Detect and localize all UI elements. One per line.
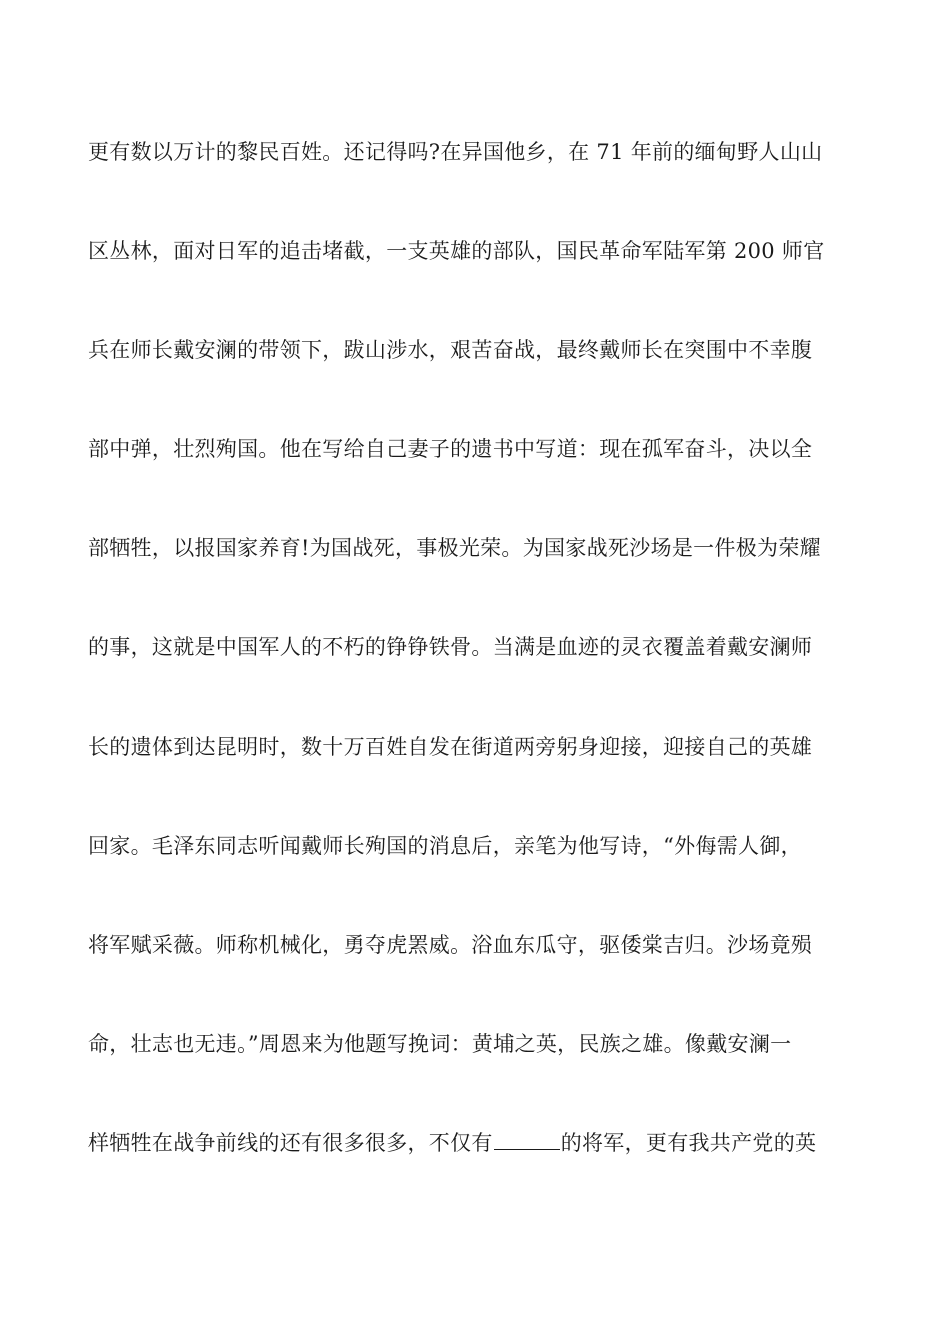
text-line: 兵在师长戴安澜的带领下，跋山涉水，艰苦奋战，最终戴师长在突围中不幸腹 <box>88 338 813 362</box>
text-line: 长的遗体到达昆明时，数十万百姓自发在街道两旁躬身迎接，迎接自己的英雄 <box>88 735 813 759</box>
text-line: 将军赋采薇。师称机械化，勇夺虎罴威。浴血东瓜守，驱倭棠吉归。沙场竟殒 <box>88 933 813 957</box>
fill-in-blank <box>494 1129 560 1150</box>
text-line: 区丛林，面对日军的追击堵截，一支英雄的部队，国民革命军陆军第 200 师官 <box>88 239 825 263</box>
text-line: 部牺牲，以报国家养育!为国战死，事极光荣。为国家战死沙场是一件极为荣耀 <box>88 536 821 560</box>
text-line: 更有数以万计的黎民百姓。还记得吗?在异国他乡，在 71 年前的缅甸野人山山 <box>88 140 823 164</box>
text-segment-before-blank: 样牺牲在战争前线的还有很多很多，不仅有 <box>88 1131 493 1155</box>
text-line: 回家。毛泽东同志听闻戴师长殉国的消息后，亲笔为他写诗，“外侮需人御， <box>88 834 802 858</box>
text-line: 的事，这就是中国军人的不朽的铮铮铁骨。当满是血迹的灵衣覆盖着戴安澜师 <box>88 635 813 659</box>
text-segment-after-blank: 的将军，更有我共产党的英 <box>560 1131 817 1155</box>
text-line: 命，壮志也无违。”周恩来为他题写挽词：黄埔之英，民族之雄。像戴安澜一 <box>88 1032 792 1056</box>
text-line: 部中弹，壮烈殉国。他在写给自己妻子的遗书中写道：现在孤军奋斗，决以全 <box>88 437 813 461</box>
text-line-with-blank <box>88 1129 868 1157</box>
